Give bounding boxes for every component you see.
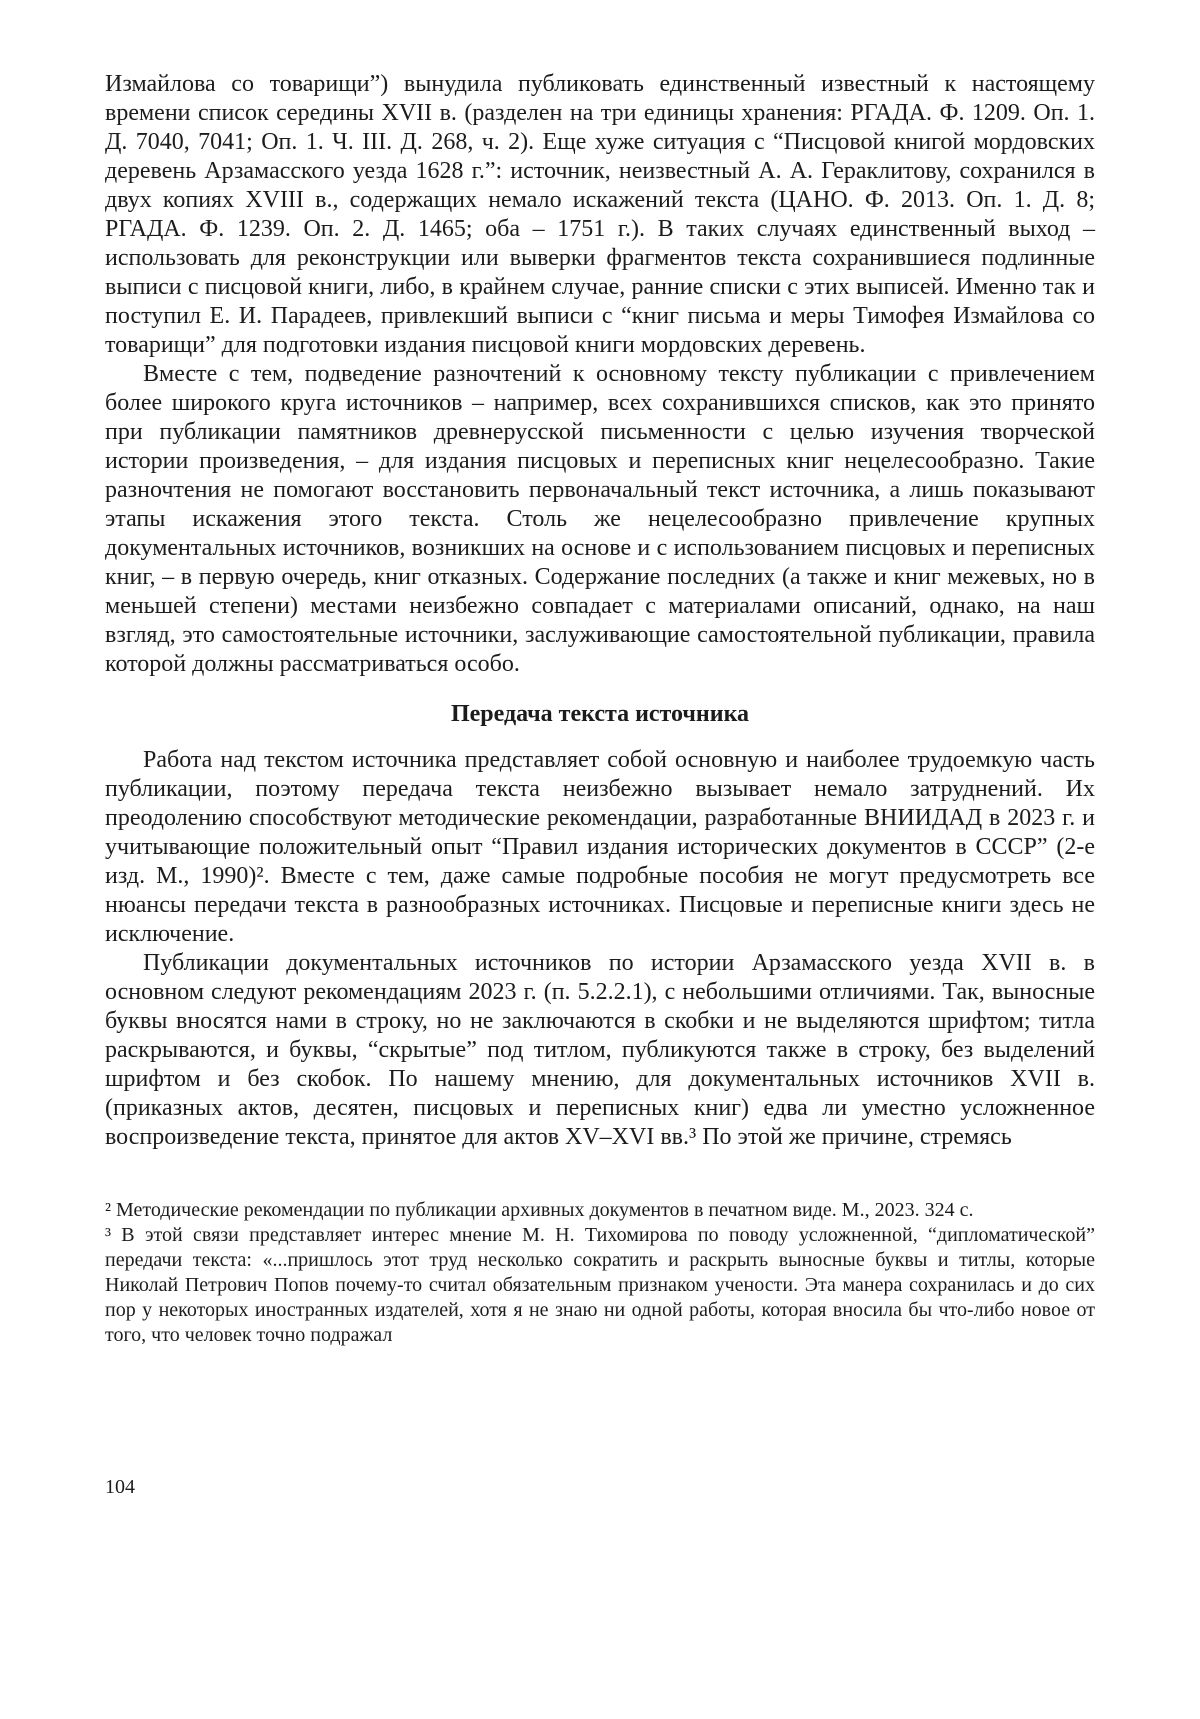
footnotes-block (105, 1198, 1095, 1348)
page-content (105, 70, 1095, 1348)
body-paragraph: Работа над текстом источника представляет собой основную и наиболее трудоемкую часть публикации, поэтому передача текста неизбежно вызывает немало затруднений. Их преодолению способствуют методические рекомендации, разработанные ВНИИДАД в 2023 г. и учитывающие положительный опыт “Правил издания исторических документов в СССР” (2-е изд. М., 1990)². Вместе с тем, даже самые подробные пособия не могут предусмотреть все нюансы передачи текста в разнообразных источниках. Писцовые и переписные книги здесь не исключение. (105, 747, 1095, 947)
section-heading: Передача текста источника (450, 701, 750, 727)
footnote: ² Методические рекомендации по публикации архивных документов в печатном виде. М., 2023. 324 с. (105, 1199, 974, 1221)
footnote: ³ В этой связи представляет интерес мнение М. Н. Тихомирова по поводу усложненной, “дипломатической” передачи текста: «...пришлось этот труд несколько сократить и раскрыть выносные буквы и титлы, которые Николай Петрович Попов почему-то считал обязательным признаком учености. Эта манера сохранилась и до сих пор у некоторых иностранных издателей, хотя я не знаю ни одной работы, которая вносила бы что-либо новое от того, что человек точно подражал (105, 1224, 1095, 1346)
body-paragraph: Публикации документальных источников по истории Арзамасского уезда XVII в. в основном следуют рекомендациям 2023 г. (п. 5.2.2.1), с небольшими отличиями. Так, выносные буквы вносятся нами в строку, но не заключаются в скобки и не выделяются шрифтом; титла раскрываются, и буквы, “скрытые” под титлом, публикуются также в строку, без выделений шрифтом и без скобок. По нашему мнению, для документальных источников XVII в. (приказных актов, десятен, писцовых и переписных книг) едва ли уместно усложненное воспроизведение текста, принятое для актов XV–XVI вв.³ По этой же причине, стремясь (105, 950, 1095, 1150)
body-paragraph: Вместе с тем, подведение разночтений к основному тексту публикации с привлечением более широкого круга источников – например, всех сохранившихся списков, как это принято при публикации памятников древнерусской письменности с целью изучения творческой истории произведения, – для издания писцовых и переписных книг нецелесообразно. Такие разночтения не помогают восстановить первоначальный текст источника, а лишь показывают этапы искажения этого текста. Столь же нецелесообразно привлечение крупных документальных источников, возникших на основе и с использованием писцовых и переписных книг, – в первую очередь, книг отказных. Содержание последних (а также и книг межевых, но в меньшей степени) местами неизбежно совпадает с материалами описаний, однако, на наш взгляд, это самостоятельные источники, заслуживающие самостоятельной публикации, правила которой должны рассматриваться особо. (105, 361, 1095, 677)
body-paragraph-continuation: Измайлова со товарищи”) вынудила публиковать единственный известный к настоящему времени список середины XVII в. (разделен на три единицы хранения: РГАДА. Ф. 1209. Оп. 1. Д. 7040, 7041; Оп. 1. Ч. III. Д. 268, ч. 2). Еще хуже ситуация с “Писцовой книгой мордовских деревень Арзамасского уезда 1628 г.”: источник, неизвестный А. А. Гераклитову, сохранился в двух копиях XVIII в., содержащих немало искажений текста (ЦАНО. Ф. 2013. Оп. 1. Д. 8; РГАДА. Ф. 1239. Оп. 2. Д. 1465; оба – 1751 г.). В таких случаях единственный выход – использовать для реконструкции или выверки фрагментов текста сохранившиеся подлинные выписи с писцовой книги, либо, в крайнем случае, ранние списки с этих выписей. Именно так и поступил Е. И. Парадеев, привлекший выписи с “книг письма и меры Тимофея Измайлова со товарищи” для подготовки издания писцовой книги мордовских деревень. (105, 71, 1095, 358)
page-number: 104 (105, 1476, 135, 1498)
